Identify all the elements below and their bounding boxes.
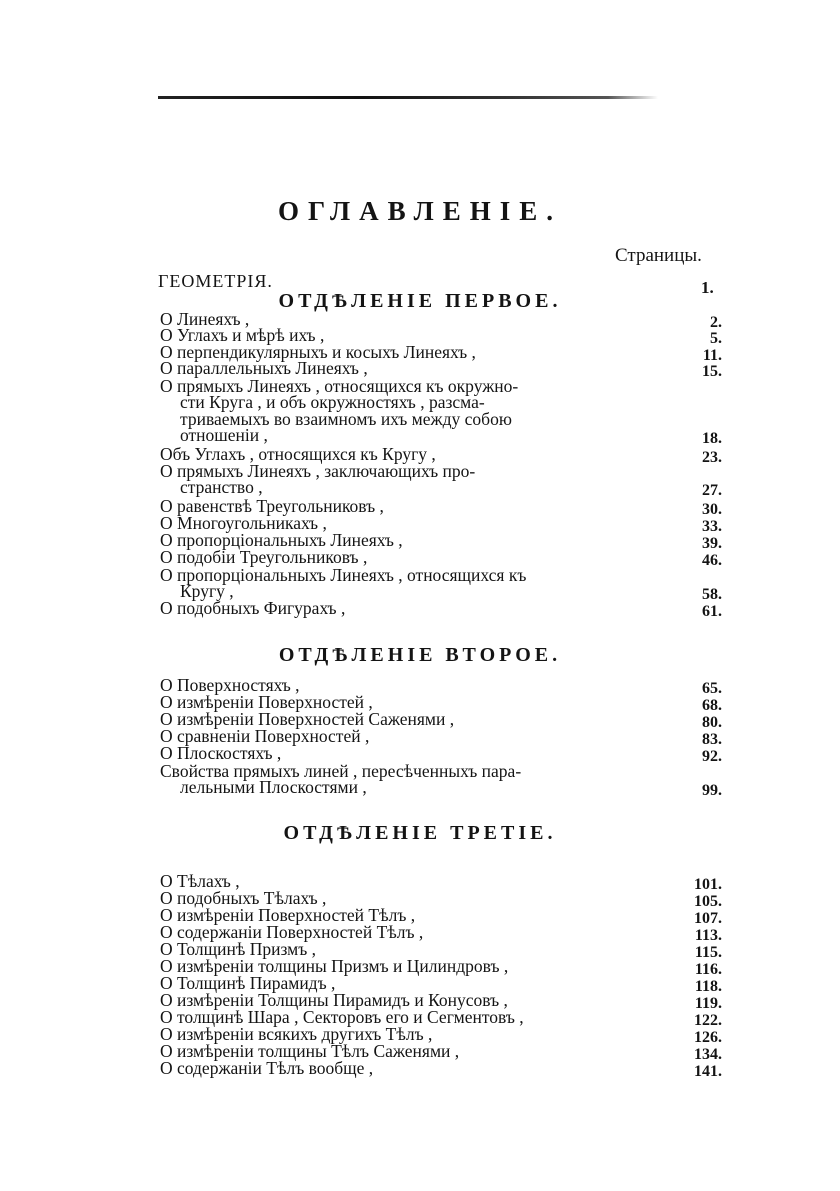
toc-page-number: 33. — [702, 518, 722, 535]
toc-page-number: 39. — [702, 535, 722, 552]
toc-page-number: 80. — [702, 714, 722, 731]
toc-entry-line: О Толщинѣ Пирамидъ , — [160, 973, 336, 993]
toc-entry-line: странство , — [180, 477, 263, 498]
toc-page-number: 58. — [702, 586, 722, 604]
toc-page-number: 105. — [694, 893, 722, 910]
toc-entry-line: О Плоскостяхъ , — [160, 743, 282, 763]
toc-page-number: 116. — [694, 961, 722, 978]
toc-page-number: 118. — [694, 978, 722, 995]
toc-entry-line: О Линеяхъ , — [160, 309, 250, 329]
geometry-heading: ГЕОМЕТРІЯ. — [158, 271, 273, 291]
toc-page-number: 119. — [694, 995, 722, 1012]
toc-entry-line: О прямыхъ Линеяхъ , заключающихъ про- — [160, 461, 476, 481]
toc-entry-line: О Многоугольникахъ , — [160, 513, 327, 533]
toc-page-number: 141. — [694, 1063, 722, 1080]
toc-page-number: 134. — [694, 1046, 722, 1063]
toc-entry-line: О подобныхъ Тѣлахъ , — [160, 888, 327, 908]
section-heading-second: ОТДѢЛЕНІЕ ВТОРОЕ. — [278, 644, 562, 666]
geometry-page-number: 1. — [701, 278, 714, 297]
toc-entry-line: отношеніи , — [180, 425, 268, 446]
toc-entry-line: О Толщинѣ Призмъ , — [160, 939, 317, 959]
toc-entry-line: О измѣреніи Поверхностей Тѣлъ , — [160, 905, 416, 925]
toc-page-number: 68. — [702, 697, 722, 714]
toc-page-number: 65. — [702, 680, 722, 697]
toc-page-number: 113. — [694, 927, 722, 944]
toc-entry-line: лельными Плоскостями , — [180, 777, 367, 798]
toc-entry-line: Свойства прямыхъ линей , пересѣченныхъ пара- — [160, 761, 522, 781]
toc-page-number: 107. — [694, 910, 722, 927]
toc-entry-line: О подобіи Треугольниковъ , — [160, 547, 368, 567]
toc-page-number: 46. — [702, 552, 722, 569]
toc-entry-line: О перпендикулярныхъ и косыхъ Линеяхъ , — [160, 342, 476, 362]
page-title: ОГЛАВЛЕНІЕ. — [277, 196, 563, 226]
toc-entry-line: О измѣреніи всякихъ другихъ Тѣлъ , — [160, 1024, 433, 1044]
toc-page-number: 99. — [702, 782, 722, 800]
toc-entry-line: О Углахъ и мѣрѣ ихъ , — [160, 325, 325, 345]
toc-page-number: 2. — [710, 314, 722, 331]
toc-entry-line: О Тѣлахъ , — [160, 871, 240, 891]
toc-page-number: 126. — [694, 1029, 722, 1046]
toc-entry-line: Кругу , — [180, 581, 234, 602]
toc-entry-line: О измѣреніи Толщины Пирамидъ и Конусовъ , — [160, 990, 508, 1010]
section-heading-first: ОТДѢЛЕНІЕ ПЕРВОЕ. — [278, 290, 562, 312]
toc-entry-line: О измѣреніи толщины Тѣлъ Саженями , — [160, 1041, 460, 1061]
toc-page-number: 18. — [702, 430, 722, 448]
toc-entry-line: триваемыхъ во взаимномъ ихъ между собою — [180, 408, 512, 429]
toc-page-number: 15. — [702, 363, 722, 380]
toc-page-number: 101. — [694, 876, 722, 893]
toc-entry-line: О толщинѣ Шара , Секторовъ его и Сегментовъ , — [160, 1007, 524, 1027]
toc-entry-line: О измѣреніи Поверхностей , — [160, 692, 373, 712]
toc-page-number: 115. — [694, 944, 722, 961]
toc-page-number: 92. — [702, 748, 722, 765]
top-decorative-rule — [158, 96, 658, 99]
toc-entry-line: О параллельныхъ Линеяхъ , — [160, 358, 368, 378]
section-heading-third: ОТДѢЛЕНІЕ ТРЕТІЕ. — [283, 822, 557, 844]
toc-entry-line: О Поверхностяхъ , — [160, 675, 300, 695]
toc-entry-line: О прямыхъ Линеяхъ , относящихся къ окружно- — [160, 376, 519, 396]
toc-page-number: 61. — [702, 603, 722, 620]
toc-entry-line: О содержаніи Тѣлъ вообще , — [160, 1058, 374, 1078]
toc-page-number: 122. — [694, 1012, 722, 1029]
toc-page-number: 11. — [702, 347, 722, 364]
toc-page-number: 30. — [702, 501, 722, 518]
toc-entry-line: О сравненіи Поверхностей , — [160, 726, 370, 746]
toc-entry-line: О содержаніи Поверхностей Тѣлъ , — [160, 922, 424, 942]
toc-entry-line: О подобныхъ Фигурахъ , — [160, 598, 346, 618]
toc-entry-line: О измѣреніи Поверхностей Саженями , — [160, 709, 455, 729]
toc-entry-line: Объ Углахъ , относящихся къ Кругу , — [160, 444, 436, 464]
toc-page-number: 27. — [702, 482, 722, 500]
toc-entry-line: О равенствѣ Треугольниковъ , — [160, 496, 384, 516]
pages-column-label: Страницы. — [615, 245, 702, 266]
toc-entry-line: О пропорціональныхъ Линеяхъ , относящихся къ — [160, 565, 527, 585]
toc-page-number: 83. — [702, 731, 722, 748]
toc-page-number: 23. — [702, 449, 722, 466]
toc-entry-line: сти Круга , и объ окружностяхъ , разсма- — [180, 392, 485, 413]
toc-page-number: 5. — [710, 330, 722, 347]
toc-entry-line: О измѣреніи толщины Призмъ и Цилиндровъ , — [160, 956, 509, 976]
toc-entry-line: О пропорціональныхъ Линеяхъ , — [160, 530, 403, 550]
